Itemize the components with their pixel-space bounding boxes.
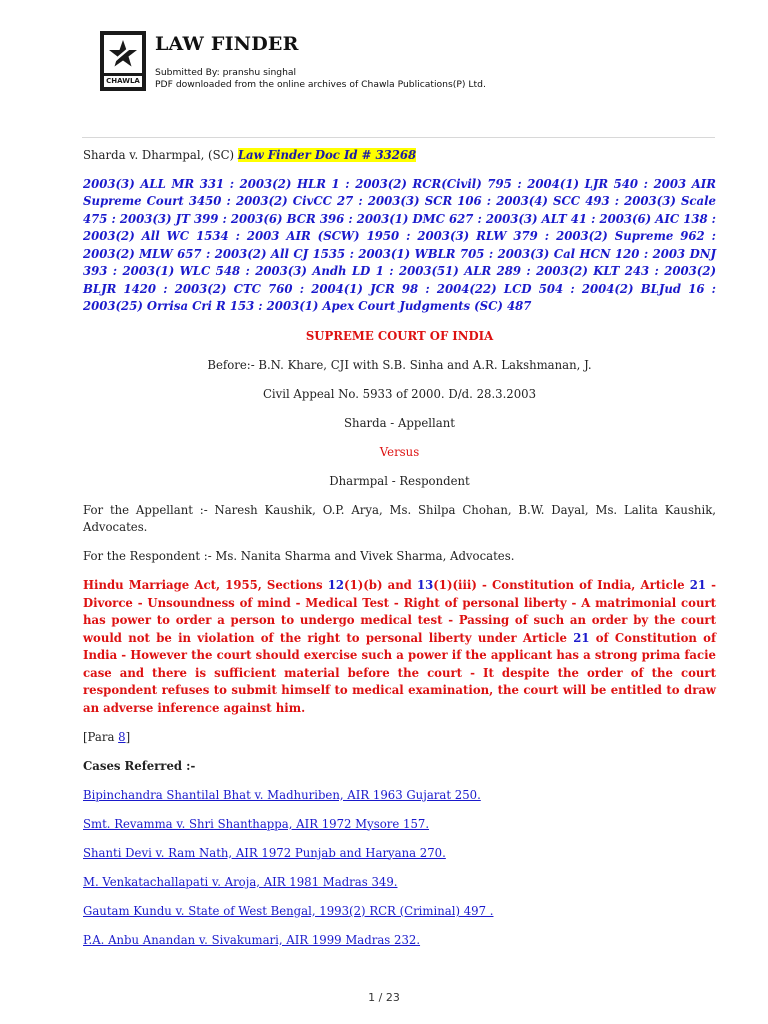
header-divider [82,137,715,138]
case-link[interactable]: P.A. Anbu Anandan v. Sivakumari, AIR 1999 Madras 232. [83,932,421,947]
case-link[interactable]: Gautam Kundu v. State of West Bengal, 1993(2) RCR (Criminal) 497 . [83,903,494,918]
case-title-line [83,147,716,165]
case-link[interactable]: Smt. Revamma v. Shri Shanthappa, AIR 1972 Mysore 157. [83,816,430,831]
headnote-text: of Constitution of India - However the court should exercise such a power if the applicant has a strong prima facie case and there is sufficient material before the court - It despite the order of the court respondent refuses to submit himself to medical examination, the court will be entitled to draw an adverse inference against him. [83,630,716,715]
submitted-by: Submitted By: pranshu singhal [155,67,297,78]
cases-heading: Cases Referred :- [83,758,196,773]
para-ref-prefix: [Para [83,729,119,744]
brand-title: LAW FINDER [155,33,299,55]
case-link[interactable]: Bipinchandra Shantilal Bhat v. Madhuriben, AIR 1963 Gujarat 250. [83,787,481,802]
case-link[interactable]: M. Venkatachallapati v. Aroja, AIR 1981 Madras 349. [83,874,398,889]
article-link-21[interactable]: 21 [689,578,706,592]
case-item [83,816,716,834]
court-name: SUPREME COURT OF INDIA [305,328,494,343]
para-reference [83,729,716,747]
article-link-21-second[interactable]: 21 [573,630,590,645]
versus: Versus [379,444,420,459]
headnote [83,577,716,717]
case-title: Sharda v. Dharmpal, (SC) [83,148,238,162]
case-item [83,845,716,863]
logo-text: CHAWLA [106,77,140,85]
respondent-counsel: For the Respondent :- Ms. Nanita Sharma and Vivek Sharma, Advocates. [83,549,515,563]
para-link[interactable]: 8 [118,729,126,744]
respondent: Dharmpal - Respondent [329,473,470,488]
document-body [83,147,716,961]
headnote-text: - Divorce - Unsoundness of mind - Medical Test - Right of personal liberty - A matrimonial court has power to order a person to undergo medical test - Passing of such an order by the court would not be in violation of the right to personal liberty under Article [83,578,716,645]
para-ref-suffix: ] [125,729,131,744]
appellant-counsel: For the Appellant :- Naresh Kaushik, O.P. Arya, Ms. Shilpa Chohan, B.W. Dayal, Ms. Lalita Kaushik, Advocates. [83,502,716,534]
doc-id-highlight: Law Finder Doc Id # 33268 [237,148,417,162]
page-number: 1 / 23 [368,991,400,1004]
section-link-12[interactable]: 12 [327,578,345,592]
bench: Before:- B.N. Khare, CJI with S.B. Sinha and A.R. Lakshmanan, J. [207,357,592,372]
case-link[interactable]: Shanti Devi v. Ram Nath, AIR 1972 Punjab and Haryana 270. [83,845,446,860]
section-link-13[interactable]: 13 [417,578,434,592]
document-header [100,31,700,93]
case-item [83,787,716,805]
case-item [83,903,716,921]
headnote-text: (1)(iii) - Constitution of India, Article [433,578,690,592]
appeal-number: Civil Appeal No. 5933 of 2000. D/d. 28.3.2003 [262,386,537,401]
case-item [83,874,716,892]
citations: 2003(3) ALL MR 331 : 2003(2) HLR 1 : 2003(2) RCR(Civil) 795 : 2004(1) LJR 540 : 2003 AIR Supreme Court 3450 : 2003(2) CivCC 27 : 2003(3) SCR 106 : 2003(4) SCC 493 : 2003(3) Scale 475 : 2003(3) JT 399 : 2003(6) BCR 396 : 2003(1) DMC 627 : 2003(3) ALT 41 : 2003(6) AIC 138 : 2003(2) All WC 1534 : 2003 AIR (SCW) 1950 : 2003(3) RLW 379 : 2003(2) Supreme 962 : 2003(2) MLW 657 : 2003(2) All CJ 1535 : 2003(1) WBLR 705 : 2003(3) Cal HCN 120 : 2003 DNJ 393 : 2003(1) WLC 548 : 2003(3) Andh LD 1 : 2003(51) ALR 289 : 2003(2) KLT 243 : 2003(2) BLJR 1420 : 2003(2) CTC 760 : 2004(1) JCR 98 : 2004(22) LCD 504 : 2004(2) BLJud 16 : 2003(25) Orrisa Cri R 153 : 2003(1) Apex Court Judgments (SC) 487 [83,176,716,313]
headnote-text: (1)(b) and [344,578,418,592]
case-item [83,932,716,950]
appellant: Sharda - Appellant [344,415,455,430]
chawla-logo [100,31,146,91]
download-note: PDF downloaded from the online archives of Chawla Publications(P) Ltd. [155,79,486,90]
headnote-text: Hindu Marriage Act, 1955, Sections [83,578,328,592]
